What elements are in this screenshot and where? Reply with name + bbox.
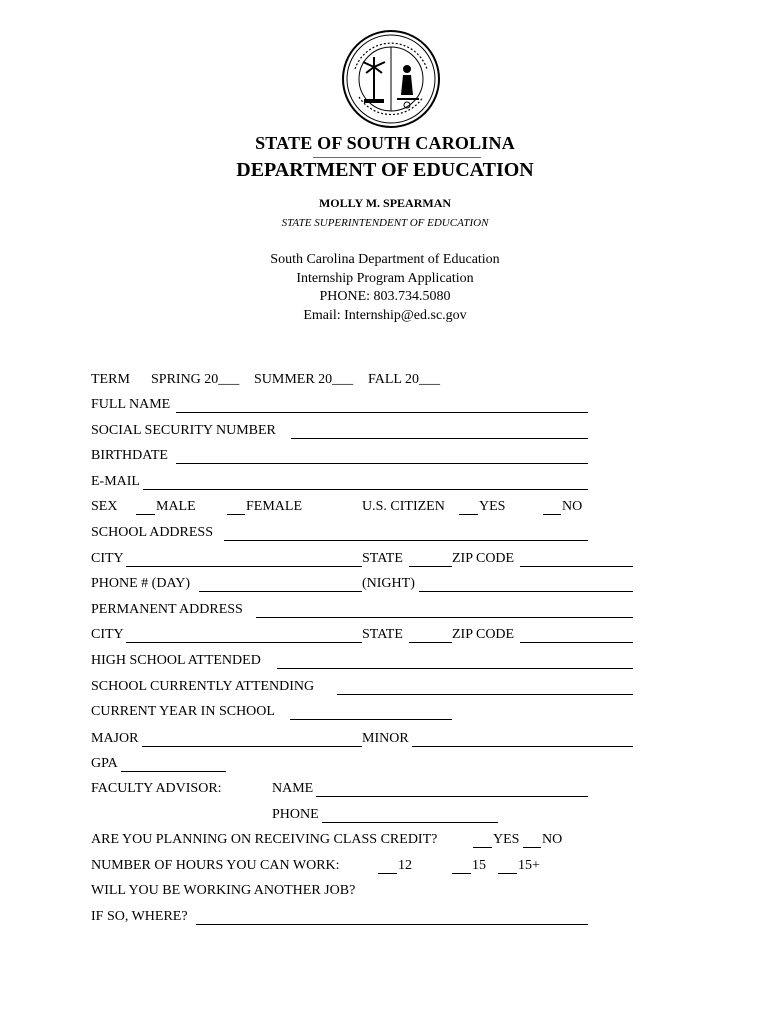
school-zip-label: ZIP CODE [452, 551, 515, 566]
permanent-address-field[interactable] [256, 617, 633, 618]
gpa-field[interactable] [121, 771, 226, 772]
current-year-field[interactable] [290, 719, 452, 720]
contact-block [0, 251, 770, 325]
current-school-label: SCHOOL CURRENTLY ATTENDING [91, 679, 315, 694]
another-job-label: WILL YOU BE WORKING ANOTHER JOB? [91, 883, 356, 898]
male-label: MALE [156, 499, 196, 514]
contact-line-1: South Carolina Department of Education [270, 252, 500, 267]
birthdate-field[interactable] [176, 463, 588, 464]
credit-yes-checkbox[interactable] [473, 847, 492, 848]
minor-label: MINOR [362, 731, 409, 746]
superintendent-title: STATE SUPERINTENDENT OF EDUCATION [281, 217, 489, 229]
ssn-field[interactable] [291, 438, 588, 439]
state-seal [341, 29, 441, 129]
school-zip-field[interactable] [520, 566, 633, 567]
school-city-field[interactable] [126, 566, 362, 567]
advisor-name-label: NAME [272, 781, 314, 796]
advisor-phone-field[interactable] [322, 822, 498, 823]
permanent-zip-field[interactable] [520, 642, 633, 643]
hours-15-label: 15 [472, 858, 486, 873]
term-spring[interactable]: SPRING 20___ [151, 372, 240, 387]
permanent-city-label: CITY [91, 627, 124, 642]
class-credit-label: ARE YOU PLANNING ON RECEIVING CLASS CREDIT? [91, 832, 438, 847]
hours-12-label: 12 [398, 858, 412, 873]
credit-yes-label: YES [493, 832, 520, 847]
full-name-field[interactable] [176, 412, 588, 413]
term-summer[interactable]: SUMMER 20___ [254, 372, 354, 387]
school-address-field[interactable] [224, 540, 588, 541]
permanent-city-field[interactable] [126, 642, 362, 643]
school-address-label: SCHOOL ADDRESS [91, 525, 214, 540]
full-name-label: FULL NAME [91, 397, 171, 412]
phone-day-field[interactable] [199, 591, 362, 592]
major-field[interactable] [142, 746, 362, 747]
school-state-label: STATE [362, 551, 403, 566]
contact-line-2: Internship Program Application [296, 270, 474, 286]
if-so-where-label: IF SO, WHERE? [91, 909, 188, 924]
permanent-zip-label: ZIP CODE [452, 627, 515, 642]
school-state-field[interactable] [409, 566, 452, 567]
credit-no-checkbox[interactable] [523, 847, 541, 848]
state-heading: STATE OF SOUTH CAROLINA [255, 133, 515, 153]
department-heading: DEPARTMENT OF EDUCATION [236, 159, 534, 181]
citizen-label: U.S. CITIZEN [362, 499, 445, 514]
sex-label: SEX [91, 499, 118, 514]
permanent-address-label: PERMANENT ADDRESS [91, 602, 243, 617]
term-label: TERM [91, 372, 130, 387]
phone-night-label: (NIGHT) [362, 576, 415, 591]
contact-phone: PHONE: 803.734.5080 [319, 289, 451, 304]
phone-night-field[interactable] [419, 591, 633, 592]
high-school-field[interactable] [277, 668, 633, 669]
birthdate-label: BIRTHDATE [91, 448, 168, 463]
superintendent-name: MOLLY M. SPEARMAN [318, 196, 452, 210]
major-label: MAJOR [91, 731, 139, 746]
hours-15plus-label: 15+ [518, 858, 540, 873]
male-checkbox[interactable] [136, 514, 155, 515]
permanent-state-label: STATE [362, 627, 403, 642]
citizen-no-label: NO [562, 499, 583, 514]
term-fall[interactable]: FALL 20___ [368, 372, 440, 387]
hours-12-checkbox[interactable] [378, 873, 397, 874]
email-field[interactable] [143, 489, 588, 490]
faculty-advisor-label: FACULTY ADVISOR: [91, 781, 222, 796]
advisor-phone-label: PHONE [272, 807, 319, 822]
female-checkbox[interactable] [227, 514, 245, 515]
contact-email[interactable]: Email: Internship@ed.sc.gov [303, 307, 467, 323]
advisor-name-field[interactable] [316, 796, 588, 797]
hours-label: NUMBER OF HOURS YOU CAN WORK: [91, 858, 340, 873]
credit-no-label: NO [542, 832, 563, 847]
high-school-label: HIGH SCHOOL ATTENDED [91, 653, 261, 668]
phone-day-label: PHONE # (DAY) [91, 576, 191, 591]
female-label: FEMALE [246, 499, 302, 514]
current-year-label: CURRENT YEAR IN SCHOOL [91, 704, 275, 719]
current-school-field[interactable] [337, 694, 633, 695]
citizen-no-checkbox[interactable] [543, 514, 561, 515]
email-label: E-MAIL [91, 474, 140, 489]
hours-15plus-checkbox[interactable] [498, 873, 517, 874]
gpa-label: GPA [91, 756, 118, 771]
minor-field[interactable] [412, 746, 633, 747]
ssn-label: SOCIAL SECURITY NUMBER [91, 423, 276, 438]
school-city-label: CITY [91, 551, 124, 566]
permanent-state-field[interactable] [409, 642, 452, 643]
citizen-yes-checkbox[interactable] [459, 514, 478, 515]
citizen-yes-label: YES [479, 499, 506, 514]
if-so-where-field[interactable] [196, 924, 588, 925]
header-rule [313, 157, 481, 158]
hours-15-checkbox[interactable] [452, 873, 471, 874]
